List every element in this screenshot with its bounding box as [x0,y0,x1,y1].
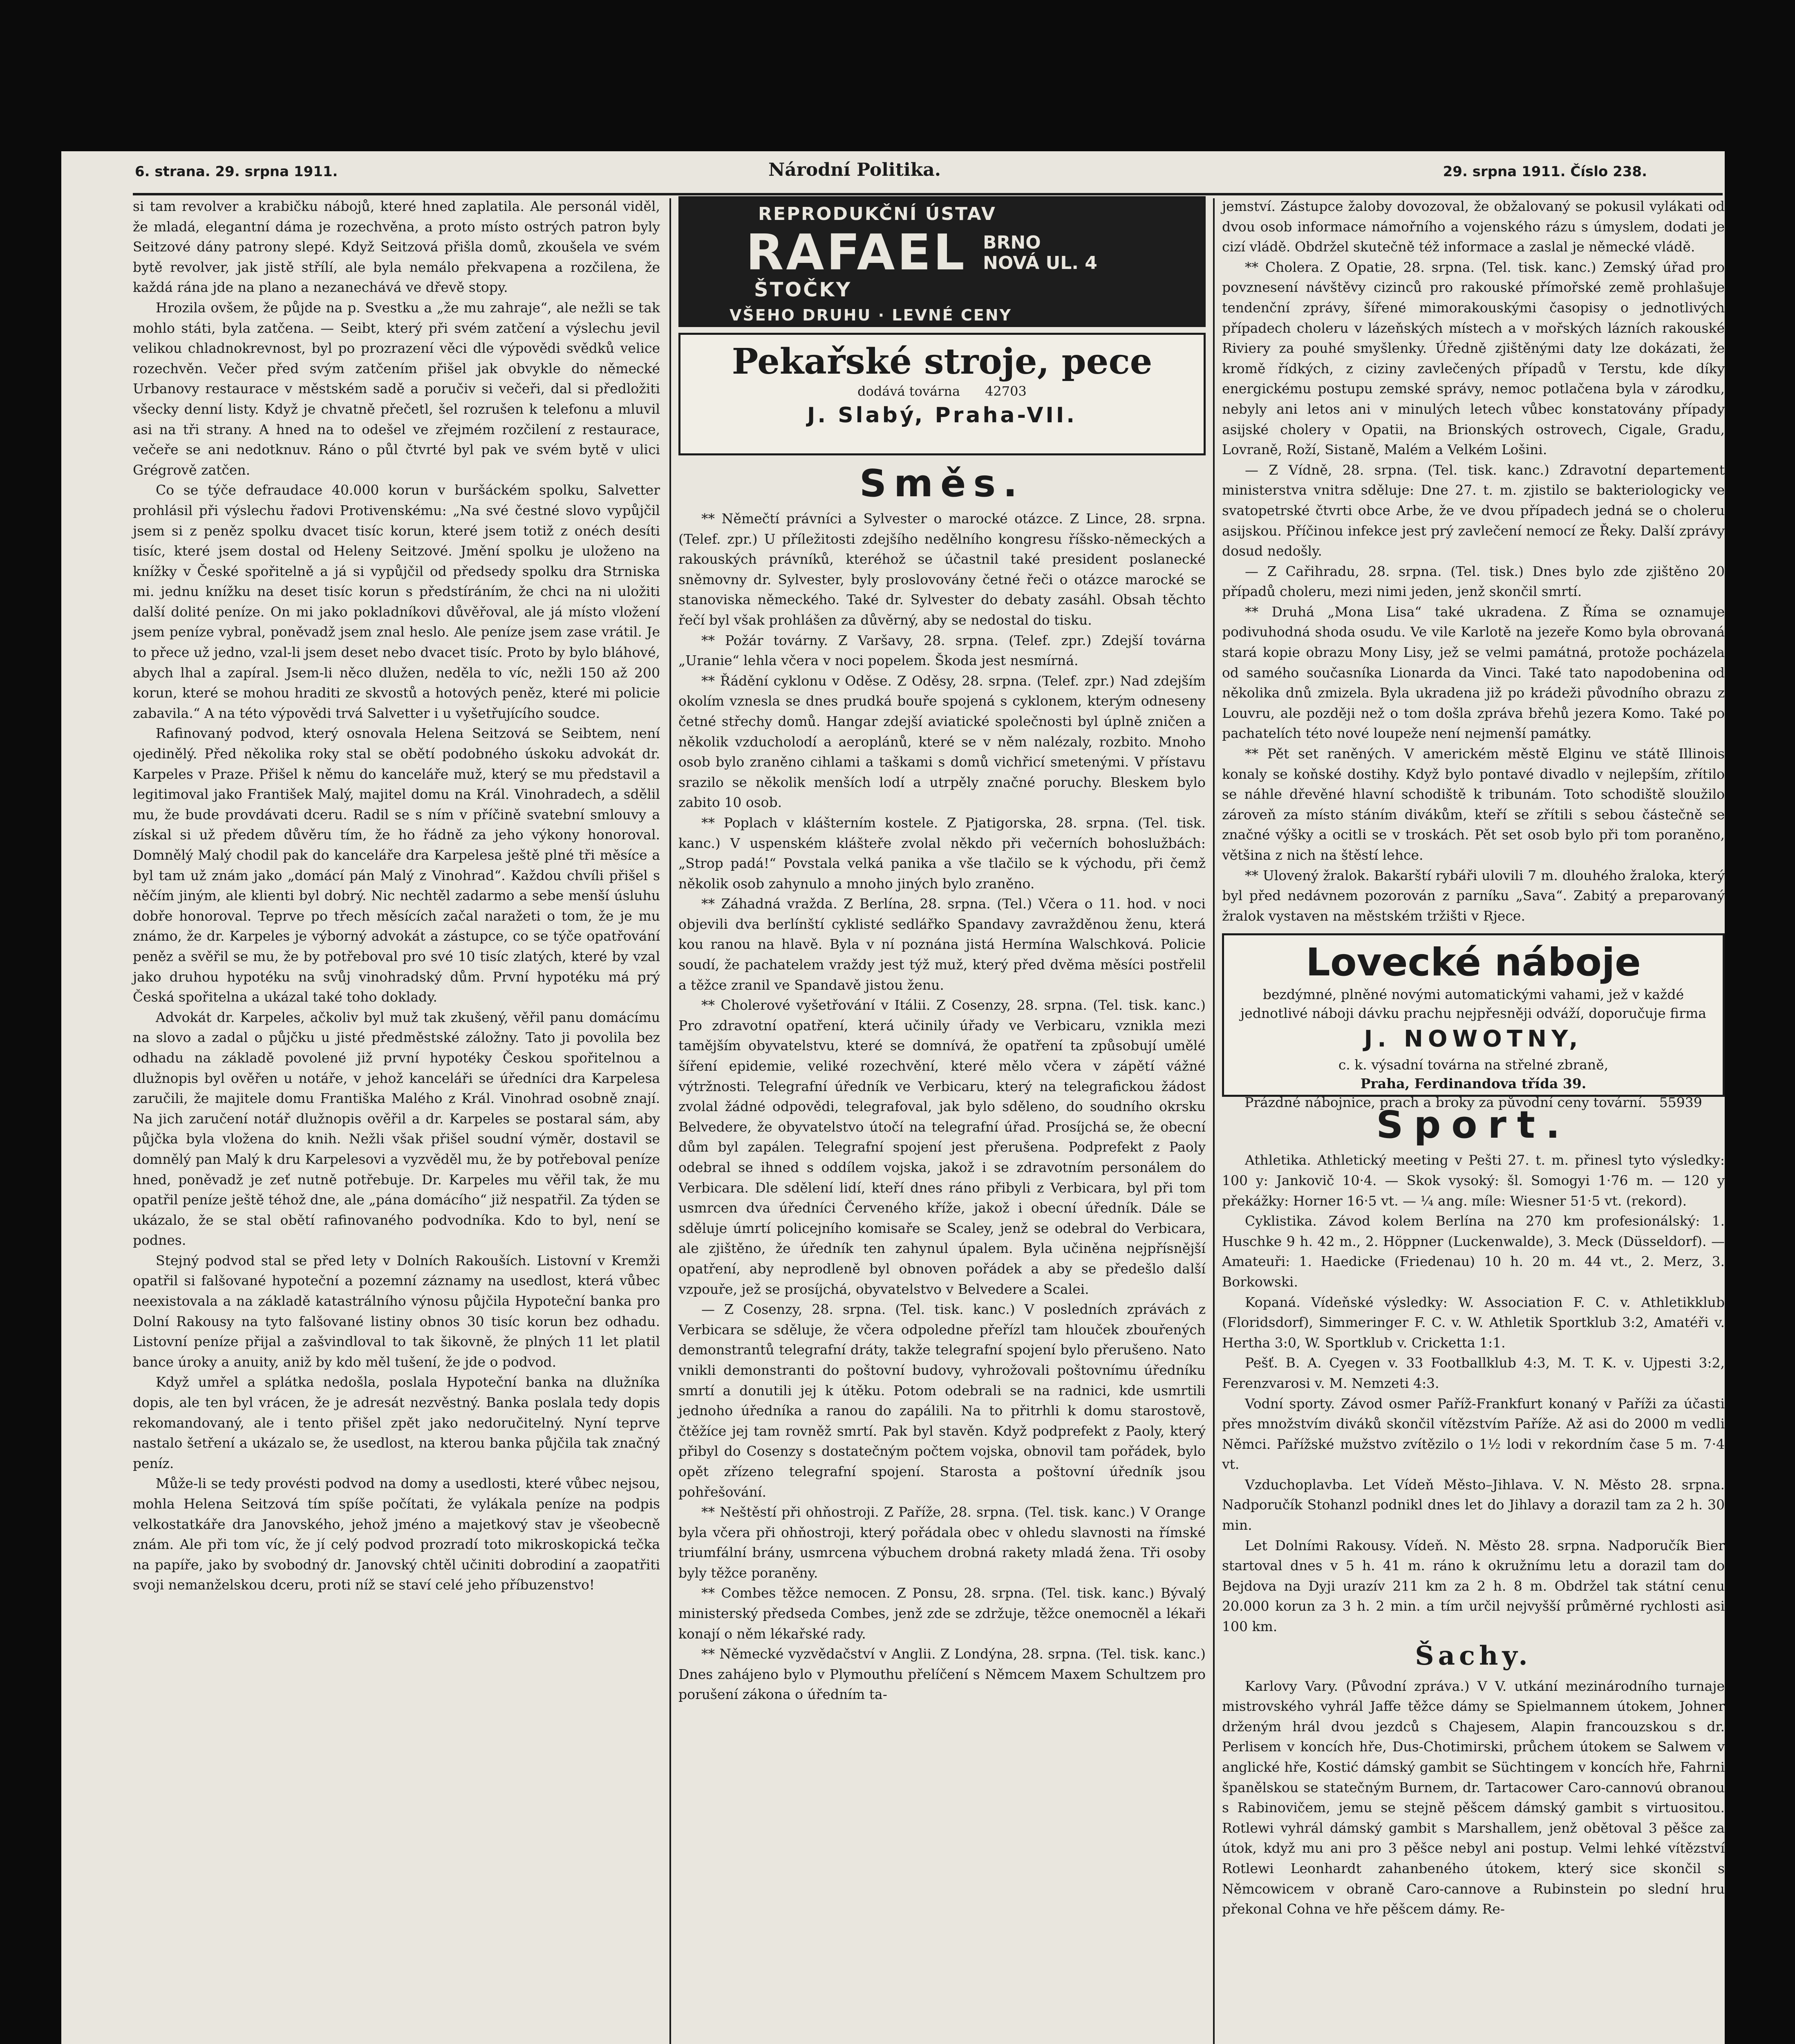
ad-ammo-headline: Lovecké náboje [1306,940,1641,985]
advertisement-bakery [678,333,1206,455]
header-page-date: 6. strana. 29. srpna 1911. [135,164,338,180]
column-divider-1 [669,198,671,2044]
ad-rafael-address: NOVÁ UL. 4 [983,253,1097,273]
news-item: — Z Cařihradu, 28. srpna. (Tel. tisk.) Dnes bylo zde zjištěno 20 případů choleru, mezi nimi jeden, jenž skončil smrtí. [1222,563,1725,600]
ad-ammo-line1: c. k. výsadní továrna na střelné zbraně, [1338,1057,1609,1073]
ad-bakery-headline: Pekařské stroje, pece [732,341,1153,382]
column-3 [1222,196,1725,2044]
column-1 [133,196,660,2044]
ad-bakery-code: 42703 [985,383,1027,399]
ad-rafael-bottom: VŠEHO DRUHU · LEVNÉ CENY [730,306,1012,324]
sport-item: Kopaná. Vídeňské výsledky: W. Association F. C. v. Athletikklub (Floridsdorf), Simmeringer F. C. v. W. Athletik Sportklub 3:2, Amatéři v. Hertha 3:0, W. Sportklub v. Cricketta 1:1. [1222,1294,1725,1351]
header-masthead: Národní Politika. [768,159,941,180]
advertisement-rafael [678,196,1206,327]
ad-rafael-brand: RAFAEL [746,224,967,281]
news-item: ** Neštěstí při ohňostroji. Z Paříže, 28. srpna. (Tel. tisk. kanc.) V Orange byla včera při ohňostroji, který pořádala obec v ohledu slavnosti na římské triumfální brány, usmrcena výbuchem drobná rakety mladá žena. Tři osoby byly těžce poraněny. [678,1504,1206,1581]
news-item: ** Combes těžce nemocen. Z Ponsu, 28. srpna. (Tel. tisk. kanc.) Bývalý ministerský předseda Combes, jenž zde se zdržuje, těžce onemocněl a lékaři konají o něm lékařské rady. [678,1585,1206,1642]
page-header [135,159,1647,196]
chess-item: Karlovy Vary. (Původní zpráva.) V V. utkání mezinárodního turnaje mistrovského vyhrál Jaffe těžce dámy se Spielmannem útokem, Johner drženým hrál dvou jezdců s Chajesem, Alapin francouzskou s dr. Perlisem v koncích hře, Dus-Chotimirski, průchem útokem se Salwem v anglické hře, Kostić dámský gambit se Süchtingem v koncích hře, Fahrni španělskou se statečným Burnem, dr. Tartacower Caro-cannovú obranou s Rabinovičem, jemu se stejně pěšcem dámský gambit s virtuositou. Rotlewi vyhrál dámský gambit s Marshallem, jenž obětoval 3 pěšce za útok, když mu ani pro 3 pěšce nebyl ani postup. Velmi lehké vítězství Rotlewi Leonhardt zahanbeného útokem, který sice skončil s Němcowicem v obraně Caro-cannove a Rubinstein po slední hru překonal Cohna ve hře pěšcem dámy. Re- [1222,1678,1725,1917]
ad-ammo-code: 55939 [1659,1094,1702,1111]
news-item: ** Druhá „Mona Lisa“ také ukradena. Z Říma se oznamuje podivuhodná shoda osudu. Ve vile Karlotě na jezeře Komo byla obrovaná stará kopie obrazu Mony Lisy, jež se velmi památná, protože pocházela od samého současníka Lionarda da Vinci. Také tato napodobenina od několika dnů zmizela. Byla ukradena již po krádeži původního obrazu z Louvru, ale později než o tom došla zpráva břehů jezera Komo. Také po pachatelích této nové loupeže není nejmenší památky. [1222,603,1725,742]
header-issue: 29. srpna 1911. Číslo 238. [1443,164,1647,180]
ad-ammo-firm: J. NOWOTNY, [1364,1026,1583,1053]
section-heading-sport: Sport. [1376,1103,1571,1147]
ad-ammo-line2: Praha, Ferdinandova třída 39. [1360,1076,1587,1092]
ad-rafael-word: ŠTOČKY [754,278,852,301]
sport-item: Let Dolními Rakousy. Vídeň. N. Město 28. srpna. Nadporučík Bier startoval dnes v 5 h. 41 m. ráno k okružnímu letu a dorazil tam do Bejdova na Dyji urazív 211 km za 2 h. 8 m. Obdržel tak státní cenu 20.000 korun za 3 h. 2 min. a tím určil nejvyšší průměrné rychlosti asi 100 km. [1222,1537,1725,1635]
header-rule [133,193,1723,195]
news-item: ** Ulovený žralok. Bakarští rybáři ulovili 7 m. dlouhého žraloka, který byl před nedávnem pozorován z parníku „Sava“. Zabitý a preparovaný žralok vystaven na městském tržišti v Rjece. [1222,867,1725,924]
news-item: ** Záhadná vražda. Z Berlína, 28. srpna. (Tel.) Včera o 11. hod. v noci objevili dva berlínští cyklisté sedlářko Spandavy zavražděnou ženu, která kou ranou na hlavě. Byla v ní poznána jistá Hermína Walschková. Policie soudí, že pachatelem vraždy jest týž muž, který před dvěma měsíci postřelil a těžce zranil ve Spandavě jistou ženu. [678,896,1206,993]
sport-item: Athletika. Athletický meeting v Pešti 27. t. m. přinesl tyto výsledky: 100 y: Jankovič 10·4. — Skok vysoký: šl. Somogyi 1·76 m. — 120 y překážky: Horner 16·5 vt. — ¼ ang. míle: Wiesner 51·5 vt. (rekord). [1222,1152,1725,1209]
article-paragraph: Advokát dr. Karpeles, ačkoliv byl muž tak zkušený, věřil panu domácímu na slovo a zadal o půjčku u jisté předměstské záložny. Tato ji povolila bez odhadu na základě povolené již první hypotéky Českou spořitelnou a dlužnopis byl ověřen u notáře, v jehož kanceláři se úředníci dra Karpelesa zaručili, že majitele domu Františka Malého z Král. Vinohrad osobně znají. Na jich zaručení notář dlužnopis ověřil a dr. Karpeles se postaral sám, aby půjčka byla vložena do knih. Nežli však přišel soudní výměr, dostavil se domnělý pan Malý k dru Karpelesovi a vyzvěděl mu, že by potřeboval peníze hned, poněvadž je zeť nutně potřebuje. Dr. Karpeles mu věřil tak, že mu opatřil peníze ještě téhož dne, ale „pána domácího“ již nespatřil. Za týden se ukázalo, že se stal obětí rafinovaného podvodníka. Kdo to byl, není se podnes. [133,1009,660,1248]
newspaper-page [61,151,1725,2044]
sport-item: Vzduchoplavba. Let Vídeň Město–Jihlava. V. N. Město 28. srpna. Nadporučík Stohanzl podnikl dnes let do Jihlavy a dorazil tam za 2 h. 30 min. [1222,1476,1725,1533]
ad-bakery-sub-text: dodává továrna [857,383,960,399]
section-heading-smes: Směs. [859,462,1025,505]
article-paragraph: Rafinovaný podvod, který osnovala Helena Seitzová se Seibtem, není ojedinělý. Před několika roky stal se obětí podobného úskoku advokát dr. Karpeles v Praze. Přišel k němu do kanceláře muž, který se mu představil a legitimoval jako František Malý, majitel domu na Král. Vinohradech, a sdělil mu, že bude provdávati dceru. Radil se s ním v příčině svatební smlouvy a získal si už předem důvěru tím, že ho řádně za jeho výkony honoroval. Domnělý Malý chodil pak do kanceláře dra Karpelesa ještě plné tři měsíce a byl tam už znám jako „domácí pán Malý z Vinohrad“. Každou chvíli přišel s něčím jiným, ale klienti byl dobrý. Nic nechtěl zadarmo a sebe menší úsluhu dobře honoroval. Teprve po třech měsících začal naražeti o tom, že je mu známo, že dr. Karpeles je výborný advokát a zástupce, co se týče opatřování peněz a svěřil se mu, že by potřeboval pro své 10 tisíc zlatých, které by vzal jako druhou hypotéku na svůj vinohradský dům. První hypotéku má prý Česká spořitelna a ukázal také toho doklady. [133,725,660,1005]
news-item: — Z Cosenzy, 28. srpna. (Tel. tisk. kanc.) V posledních zprávách z Verbicara se sděluje, že včera odpoledne přeřízl tam hlouček zbouřených demonstrantů telegrafní dráty, takže telegrafní spojení bylo přerušeno. Nato vnikli demonstranti do poštovní budovy, vyhrožovali poštovnímu úředníku smrtí a donutili jej k útěku. Potom odebrali se na radnici, kde usmrtili jednoho úředníka a ranou do zapálili. Na to přitrhli k domu starostově, čtěžíce jej tam rovněž smrtí. Pak byl stavěn. Když podprefekt z Paoly, který přibyl do Cosenzy s dostatečným počtem vojska, obnovil tam pořádek, bylo opět zřízeno telegrafní spojení. Starosta a poštovní úředník jsou pohřešování. [678,1301,1206,1500]
ad-rafael-city [983,233,1097,273]
column-divider-2 [1213,198,1215,2044]
article-paragraph: si tam revolver a krabičku nábojů, které hned zaplatila. Ale personál viděl, že mladá, elegantní dáma je rozechvěna, a proto místo ostrých patron byly Seitzové dány patrony slepé. Když Seitzová přišla domů, zkoušela ve svém bytě revolver, jak jistě střílí, ale byla nemálo překvapena a rozčilena, že každá rána jde na plano a nezanechává ve dřevě stopy. [133,198,660,296]
ad-bakery-firm: J. Slabý, Praha-VII. [807,403,1077,428]
news-item: ** Poplach v klášterním kostele. Z Pjatigorska, 28. srpna. (Tel. tisk. kanc.) V uspenském klášteře zvolal někdo při večerních bohoslužbách: „Strop padá!“ Povstala velká panika a vše tlačilo se k východu, při čemž několik osob zahynulo a mnoho jiných bylo zraněno. [678,814,1206,892]
advertisement-ammunition [1222,933,1725,1111]
article-paragraph: Stejný podvod stal se před lety v Dolních Rakouších. Listovní v Kremži opatřil si falšované hypoteční a pozemní záznamy na usedlost, která vůbec neexistovala a na základě katastrálního výnosu půjčila Hypoteční banka pro Dolní Rakousy na tyto falšované listiny obnos 30 tisíc korun bez odhadu. Listovní peníze přijal a zašvindloval to tak šikovně, že plných 11 let platil bance úroky a anuity, aniž by kdo měl tušení, že jde o podvod. [133,1252,660,1370]
article-paragraph: Když umřel a splátka nedošla, poslala Hypoteční banka na dlužníka dopis, ale ten byl vrácen, že je adresát nezvěstný. Banka poslala tedy dopis rekomandovaný, ale i tento přišel zpět jako nedoručitelný. Nyní teprve nastalo šetření a ukázalo se, že usedlost, na kterou banka půjčila tak značný peníz. [133,1374,660,1471]
news-item: ** Německé vyzvědačství v Anglii. Z Londýna, 28. srpna. (Tel. tisk. kanc.) Dnes zahájeno bylo v Plymouthu přelíčení s Němcem Maxem Schultzem pro porušení zákona o úředním ta- [678,1646,1206,1703]
news-item: ** Požár továrny. Z Varšavy, 28. srpna. (Telef. zpr.) Zdejší továrna „Uranie“ lehla včera v noci popelem. Škoda jest nesmírná. [678,632,1206,669]
column-2 [678,196,1206,2044]
news-item: ** Cholera. Z Opatie, 28. srpna. (Tel. tisk. kanc.) Zemský úřad pro povznesení návštěvy cizinců pro rakouské přímořské země prohlašuje tendenční zprávy, šířené mimorakouskými časopisy o jednotlivých případech choleru v lázeňských místech a v mořských lázních rakouské Riviery za pouhé smyšlenky. Úředně zjištěnými daty lze dokázati, že kromě řídkých, z ciziny zavlečených případů v Terstu, kde díky energickému postupu zemské správy, nemoc potlačena byla v zárodku, nebyly ani letos ani v minulých letech vůbec konstatovány případy asijské cholery v Opatii, na Brionských ostrovech, Cigale, Gradu, Lovraně, Roží, Sistaně, Malém a Velkém Lošini. [1222,259,1725,458]
news-item: jemství. Zástupce žaloby dovozoval, že obžalovaný se pokusil vylákati od dvou osob informace námořního a vojenského rázu s úmyslem, dodati je cizí vládě. Obdržel skutečně též informace a zaslal je německé vládě. [1222,198,1725,255]
section-heading-chess: Šachy. [1415,1640,1532,1671]
sport-item: Cyklistika. Závod kolem Berlína na 270 km profesionálský: 1. Huschke 9 h. 42 m., 2. Höppner (Luckenwalde), 3. Meck (Düsseldorf). — Amateuři: 1. Haedicke (Friedenau) 10 h. 20 m. 44 vt., 2. Merz, 3. Borkowski. [1222,1213,1725,1290]
ad-bakery-sub [680,383,1204,399]
news-item: ** Němečtí právníci a Sylvester o marocké otázce. Z Lince, 28. srpna. (Telef. zpr.) U příležitosti zdejšího nedělního kongresu říšsko-německých a rakouských právníků, kteréhož se účastnil také president poslanecké sněmovny dr. Sylvester, byly proslovovány četné řeči o otázce marocké se stanoviska německého. Také dr. Sylvester do debaty zasáhl. Obsah těchto řečí byl však prohlášen za důvěrný, aby se nedostal do tisku. [678,511,1206,628]
sport-item: Pešť. B. A. Cyegen v. 33 Footballklub 4:3, M. T. K. v. Ujpesti 3:2, Ferenzvarosi v. M. Nemzeti 4:3. [1222,1355,1725,1391]
sport-item: Vodní sporty. Závod osmer Paříž-Frankfurt konaný v Paříži za účasti přes množstvím diváků skončil vítězstvím Paříže. Až asi do 2000 m vedli Němci. Pařížské mužstvo zvítězilo o 1½ lodi v rekordním čase 5 m. 7·4 vt. [1222,1395,1725,1472]
news-item: ** Pět set raněných. V americkém městě Elginu ve státě Illinois konaly se koňské dostihy. Když bylo pontavé divadlo v nejlepším, zřítilo se náhle dřevěné hlavní schodiště k tribunám. Toto schodiště sloužilo zároveň za místo stáním divákům, kteří se zřítili s sebou částečně se značné výšky a ocitli se v troskách. Pět set osob bylo při tom poraněno, většina z nich na štěstí lehce. [1222,746,1725,863]
article-paragraph: Hrozila ovšem, že půjde na p. Svestku a „že mu zahraje“, ale nežli se tak mohlo státi, byla zatčena. — Seibt, který při svém zatčení a výslechu jevil velikou chladnokrevnost, byl po prozrazení věci dle výpovědi svědků velice rozechvěn. Večer před svým zatčením přišel jak obvykle do německé Urbanovy restaurace v městském sadě a poručiv si večeři, dal si předložiti všecky denní listy. Když je chvatně přečetl, šel rozrušen k telefonu a mluvil asi na tři strany. A hned na to odešel ve zřejmém rozčilení z restaurace, večeře se ani nedotknuv. Ráno o půl čtvrté byl pak ve svém bytě v ulici Grégrově zatčen. [133,299,660,478]
ad-rafael-top: REPRODUKČNÍ ÚSTAV [758,204,996,224]
news-item: — Z Vídně, 28. srpna. (Tel. tisk. kanc.) Zdravotní departement ministerstva vnitra sděluje: Dne 27. t. m. zjistilo se bakteriologicky ve svatopetrské čtvrti obce Arbe, že ve dvou případech jedná se o choleru asijskou. Příčinou infekce jest prý zavlečení nemocí ze Řeky. Další zprávy dosud nedošly. [1222,462,1725,559]
ad-ammo-line3-text: Prázdné nábojnice, prach a broky za původní ceny tovární. [1244,1094,1647,1111]
news-item: ** Řádění cyklonu v Oděse. Z Oděsy, 28. srpna. (Telef. zpr.) Nad zdejším okolím vznesla se dnes prudká bouře spojená s cyklonem, kterým odneseny četné střechy domů. Hangar zdejší aviatické společnosti byl úplně zničen a několik vzducholodí a aeroplánů, které se v něm nalézaly, rozbito. Mnoho osob bylo zraněno cihlami a taškami s domů vichřicí smetenými. V přístavu srazilo se několik menších lodí a utrpěly značné poruchy. Bleskem bylo zabito 10 osob. [678,672,1206,811]
article-paragraph: Co se týče defraudace 40.000 korun v buršáckém spolku, Salvetter prohlásil při výslechu řadovi Protivenskému: „Na své čestné slovo vypůjčil jsem si z peněz spolku dvacet tisíc korun, které jsem totiž z onéch desíti tisíc, které jsem dostal od Heleny Seitzové. Jmění spolku je uloženo na knížky v České spořitelně a já si vypůjčil od předsedy spolku dra Strniska mi. jednu knížku na deset tisíc korun s předstíráním, že chci na ni uložiti další dolité peníze. On mi jako pokladníkovi důvěřoval, ale já místo vložení jsem peníze vybral, poněvadž jsem znal heslo. Ale peníze jsem zase vrátil. Je to přece už jedno, vzal-li jsem deset nebo dvacet tisíc. Proto by bylo bláhové, abych lhal a zapíral. Jsem-li něco dlužen, neděla to víc, nežli 150 až 200 korun, které se mohou hraditi ze skvostů a hotových peněz, které mi policie zabavila.“ A na této výpovědi trvá Salvetter i u vyšetřujícího soudce. [133,482,660,721]
ad-ammo-desc: bezdýmné, plněné novými automatickými vahami, jež v každé jednotlivé náboji dávku prachu nejpřesněji odváží, doporučuje firma [1240,986,1706,1022]
article-paragraph: Může-li se tedy provésti podvod na domy a usedlosti, které vůbec nejsou, mohla Helena Seitzová tím spíše počítati, že vylákala peníze na podpis velkostatkáře dra Janovského, jehož jméno a majetkový stav je všeobecně znám. Ale při tom víc, že jí celý podvod prozradí toto mikroskopická tečka na papíře, jako by svobodný dr. Janovský chtěl učiniti dobrodiní a zaopatřiti svoji nemanželskou dceru, proti níž se staví celé jeho příbuzenstvo! [133,1475,660,1593]
news-item: ** Cholerové vyšetřování v Itálii. Z Cosenzy, 28. srpna. (Tel. tisk. kanc.) Pro zdravotní opatření, která učinily úřady ve Verbicaru, vznikla mezi tamějším obyvatelstvu, které se domnívá, že opatření ta způsobují umělé šíření epidemie, veliké rozechvění, které mělo včera v zápětí vážné výtržnosti. Telegrafní úředník ve Verbicaru, který na telegrafickou žádost zvolal žádné odpovědi, telegrafoval, jak bylo sděleno, do soudního okrsku Belvedere, že obyvatelstvo útočí na telegrafní úřad. Prosíjchá se, že obecní dům byl zapálen. Telegrafní spojení jest přerušena. Podprefekt z Paoly odebral se ihned s oddílem vojska, jakož i se zdravotním personálem do Verbicara. Dle sdělení lidí, kteří dnes ráno přibyli z Verbicara, byl při tom usmrcen dva úředníci Červeného kříže, jakož i obecní úředník. Dále se sděluje úmrtí policejního komisaře se Scaley, jenž se odebral do Verbicara, ale zjištěno, že úředník ten zahynul úpalem. Byla učiněna nejpřísnější opatření, aby neprodleně byl obnoven pořádek a aby se předešlo další vzpouře, jež se prosíjchá, obyvatelstvo v Belvedere a Scalei. [678,997,1206,1297]
ad-rafael-city-text: BRNO [983,232,1041,253]
